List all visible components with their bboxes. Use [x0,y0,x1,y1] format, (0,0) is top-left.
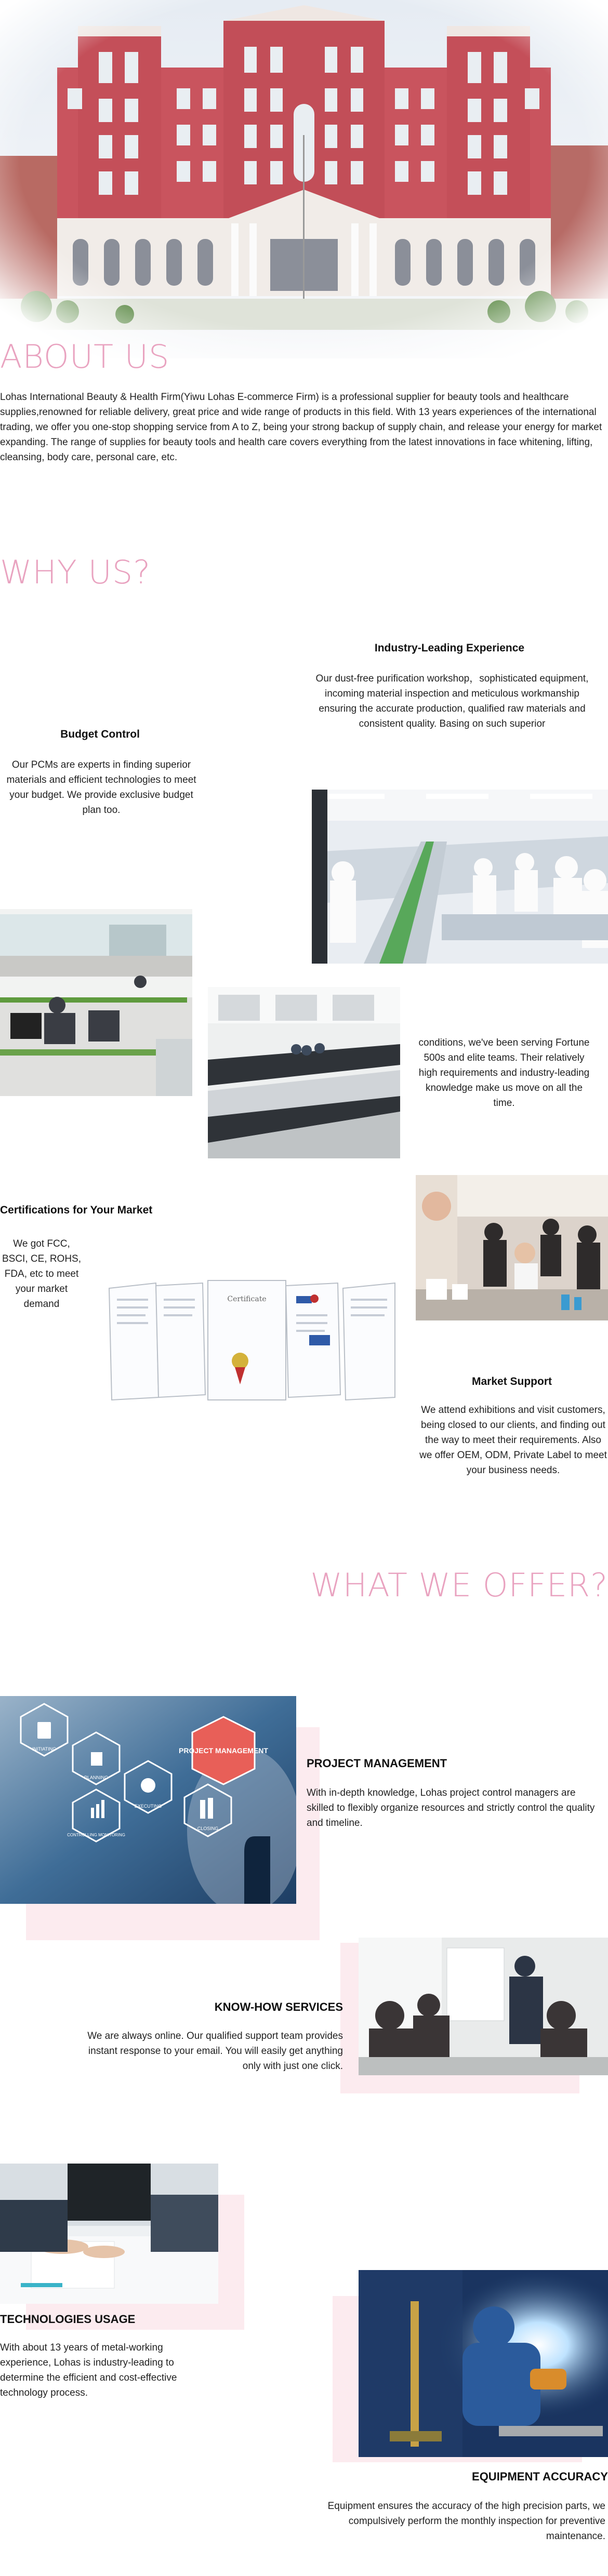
knowhow-heading: KNOW-HOW SERVICES [214,2000,343,2013]
tech-text: With about 13 years of metal-working experience, Lohas is industry-leading to determine the efficient and cost-effective technology process. [0,2342,177,2398]
budget-text: Our PCMs are experts in finding superior materials and efficient technologies to meet your budget. We provide exclusive budget plan too. [6,759,196,816]
about-title: ABOUT US [0,338,170,376]
svg-text:Certificate: Certificate [227,1295,267,1303]
offer-title: WHAT WE OFFER? [310,1566,608,1604]
pm-diagram-center: PROJECT MANAGEMENT [179,1746,268,1755]
project-management-heading: PROJECT MANAGEMENT [307,1757,447,1770]
welding-photo [359,2270,608,2457]
equipment-text: Equipment ensures the accuracy of the high precision parts, we compulsively perform the monthly inspection for preventive maintenance. [327,2501,605,2542]
workshop-photo [312,790,608,964]
pm-step-executing: EXECUTING [134,1804,162,1809]
meeting-photo [359,1938,608,2075]
office-photo [0,878,192,1096]
cert-text: We got FCC, BSCI, CE, ROHS, FDA, etc to meet your market demand [2,1238,82,1310]
market-heading: Market Support [471,1376,552,1387]
project-management-diagram [0,1696,296,1904]
industry-text: Our dust-free purification workshop，sophisticated equipment, incoming material inspection and meticulous workmanship ensuring the accurate production, qualified raw materials and consistent quality. Basing on such superior [315,673,589,729]
knowhow-text: We are always online. Our qualified support team provides instant response to your email. You will easily get anything only with just one click. [87,2031,343,2072]
building-photo [0,0,608,358]
certificates-image [104,1278,400,1403]
pm-step-planning: PLANNING [84,1775,109,1780]
industry-text-continued: conditions, we've been serving Fortune 500s and elite teams. Their relatively high requirements and industry-leading knowledge make us move on all the time. [418,1037,590,1109]
industry-heading: Industry-Leading Experience [374,642,525,654]
pm-step-closing: CLOSING [197,1826,219,1831]
pm-step-initiating: INITIATING [32,1746,57,1752]
about-text: Lohas International Beauty & Health Firm(Yiwu Lohas E-commerce Firm) is a professional supplier for beauty tools and healthcare supplies,renowned for reliable delivery, great price and wide range of products in this field. With 13 years experiences of the international trading, we offer you one-stop shopping service from A to Z, being your strong backup of supply chain, and release your energy for market expanding. The range of supplies for beauty tools and health care covers everything from the latest innovations in face whitening, lifting, cleansing, body care, personal care, etc. [0,392,602,463]
cert-heading: Certifications for Your Market [0,1204,153,1216]
project-management-text: With in-depth knowledge, Lohas project control managers are skilled to flexibly organize resources and strictly control the quality and timeline. [307,1787,595,1828]
budget-heading: Budget Control [60,728,140,740]
production-line-photo [208,987,400,1158]
tech-heading: TECHNOLOGIES USAGE [0,2313,136,2326]
exhibition-photo [416,1175,608,1320]
market-text: We attend exhibitions and visit customers, being closed to our clients, and finding out the way to meet their requirements. Also we offer OEM, ODM, Private Label to meet your business needs. [419,1405,607,1476]
handshake-photo [0,2164,218,2304]
equipment-heading: EQUIPMENT ACCURACY [472,2470,608,2483]
pm-step-controlling: CONTROLLING MONITORING [67,1833,125,1837]
why-title: WHY US? [0,553,151,591]
